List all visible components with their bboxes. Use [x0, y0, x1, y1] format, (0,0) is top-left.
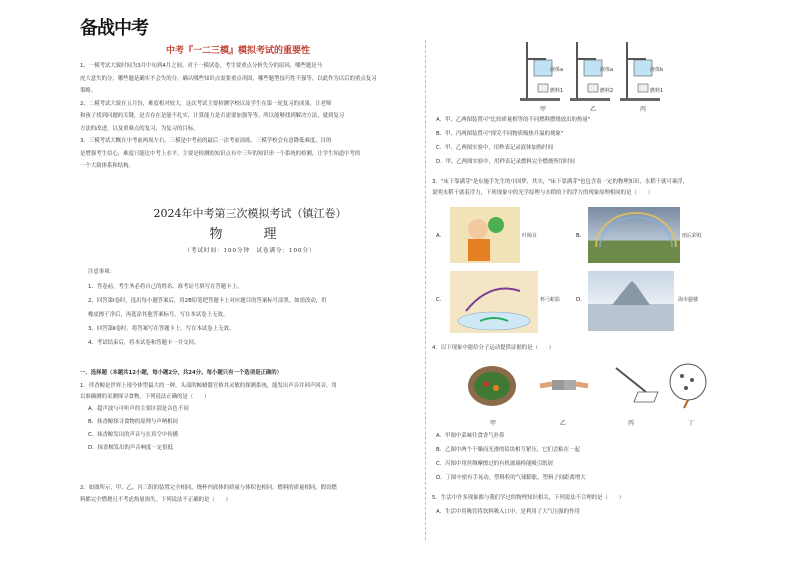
option-line: A．生活中用吸管将饮料吸入口中，是利用了大气压强的作用 [436, 509, 580, 515]
q3-option-d: D． [576, 297, 586, 303]
question-line: 以准确测的采测探寻食物，下列说法正确的是（ ） [80, 394, 210, 400]
q4-image-bing [610, 362, 662, 408]
intro-line: 策略。 [80, 88, 97, 94]
note-line: 1、答卷前，考生务必将自己的姓名、准考证号填写在答题卡上。 [88, 284, 243, 290]
fig-label-fuel-2: 燃料2 [600, 88, 614, 94]
right-column [432, 0, 732, 562]
option-line: A．甲图中菜味往食香气扑鼻 [436, 433, 505, 439]
question-5: 5．生活中许多现象都与我们学过的物理知识相关，下列说法不合理的是（ ） [432, 495, 625, 501]
fig-caption-bing: 丙 [640, 106, 647, 113]
q3-image-b [588, 207, 680, 263]
left-column [80, 0, 420, 562]
intro-line: 和孩子找到问题的关键，是否存在是能不扎实，计算能力是否需要加强等等。所以能够找到解决方法，就到复习 [80, 113, 345, 119]
q4-image-yi [538, 368, 590, 404]
q3-label-a: 叶障目 [522, 233, 538, 239]
q4-caption-bing: 丙 [628, 420, 635, 427]
q3-option-c: C． [436, 297, 446, 303]
fig-label-fuel-1b: 燃料1 [650, 88, 664, 94]
q3-image-c [450, 271, 538, 333]
logo-text: 备战中考 [80, 18, 148, 39]
option-line: D．丁图中密有手晃动，塑料粒的气球膨胀，塑料子间距离增大 [436, 475, 586, 481]
option-line: D．甲、乙两图实验中，用秒表记录燃料完全燃烧所用时间 [436, 159, 575, 165]
q3-label-d: 海市蜃楼 [678, 297, 699, 303]
section-heading: 一、选择题（本题共12小题，每小题2分，共24分。每小题只有一个选项是正确的） [80, 370, 283, 376]
note-line: 3、回答第Ⅱ卷时，将答案写在答题卡上。写在本试卷上无效。 [88, 326, 235, 332]
intro-line: 虎大意失的分，哪些题是确实不会失的分，确认哪些知识点需要重点巩固，哪些题型技巧性不强等，以此作为以后的重点复习 [80, 75, 377, 82]
option-line: D．抹香鲸发出的声音响度一定很低 [88, 445, 174, 451]
q4-caption-ding: 丁 [688, 420, 695, 427]
intro-line: 3、三模考试大概在中考前两周左右，三模是中考前的最后一次考前演练。三模学校会有意降低难度，目的 [80, 138, 332, 144]
intro-line: 方法的改进，以及重难点的复习，为复习的目标。 [80, 125, 199, 132]
intro-line: 是增强考生信心，难度只能比中考上水平，主要是检测的知识点有中三年的知识串一个系统的检测，让学生知道中考的 [80, 150, 361, 157]
question-4: 4．以下现象中能给分子运动提供证据的是（ ） [432, 345, 555, 351]
note-line: 2、回答第Ⅰ卷时，选出每小题答案后，用2B铅笔把答题卡上对应题目的答案标号涂黑。如需改动，用 [88, 298, 327, 304]
fig-label-liquid-b: 液体b [650, 67, 664, 73]
option-line: C．抹香鲸发出的声音与在真空中传播 [88, 432, 179, 438]
option-line: C．丙图中用丝绸摩擦过的有机玻璃棒能吸引纸屑 [436, 461, 553, 467]
question-line: 料都完全燃烧且不考虑热量损失。下列说法不正确的是（ ） [80, 497, 231, 503]
banner-title: 中考『一二三模』模拟考试的重要性 [166, 46, 311, 56]
q3-label-b: 雨后彩虹 [682, 233, 703, 239]
intro-line: 1、一模考试大致时间为3月中旬到4月之间。对于一模试卷，考生要重点分析失分的原因，哪些题是马 [80, 63, 323, 69]
question-line: 说明水稻干就着浮力，下列现象中的光学原理与水稻的下的浮力的现象原理相同的是（ ） [432, 190, 654, 196]
note-line: 橡皮擦干净后，再选涂其他答案标号。写在本试卷上无效。 [88, 312, 229, 318]
q3-option-a: A． [436, 233, 446, 239]
option-line: B．抹香鲸探寻食物的原理与声呐相同 [88, 419, 178, 425]
q4-caption-yi: 乙 [560, 420, 567, 427]
q4-caption-jia: 甲 [490, 420, 497, 427]
option-line: C．甲、乙两图实验中，用秒表记录液体加热时间 [436, 145, 553, 151]
option-line: B．甲、丙两图装置可"探究不同物质吸热升温的现象" [436, 131, 564, 137]
option-line: B．乙图中两个干燥而光滑的铅块相互紧压，它们会粘在一起 [436, 447, 580, 453]
fig-label-liquid-a-1: 液体a [550, 67, 564, 73]
exam-title: 2024年中考第三次模拟考试（镇江卷） [153, 207, 347, 220]
option-line: A．超声波与可听声的主要区别是音色不同 [88, 406, 189, 412]
apparatus-figure [520, 40, 670, 106]
subject-title: 物 理 [209, 227, 291, 242]
note-line: 4、考试结束后，将本试卷和答题卡一并交回。 [88, 340, 200, 346]
q4-image-jia [466, 358, 518, 410]
fig-caption-yi: 乙 [590, 106, 597, 113]
option-line: A．甲、乙两图装置可"比较质量相等的不同燃料燃烧放出的热量" [436, 117, 591, 123]
fig-caption-jia: 甲 [540, 106, 547, 113]
q3-image-d [588, 271, 674, 331]
q4-image-ding [662, 360, 714, 410]
fig-label-liquid-a-2: 液体a [600, 67, 614, 73]
intro-line: 一个大致体系和结构。 [80, 163, 134, 169]
question-line: 3．"床下靠满芽"是东施手先生的中国梦，其实，"床下靠满芽"也包含着一定的物理知识，水稻干就可乘浮， [432, 179, 688, 185]
fig-label-fuel-1: 燃料1 [550, 88, 564, 94]
exam-meta: （考试时间：100分钟 试卷满分：100分） [184, 248, 316, 254]
q3-label-c: 杯弓蛇影 [540, 297, 561, 303]
question-line: 2．如图所示，甲、乙、丙三组的装置完全相同，烧杯内液体的质量与体积也相同，燃料的质量相同，假设燃 [80, 485, 337, 491]
q3-image-a [450, 207, 520, 263]
column-divider [425, 40, 426, 540]
intro-line: 2、二模考试大致在五月份，难度相对较大。这次考试主要检测学校以及学生在第一轮复习的成果，让老师 [80, 100, 332, 107]
question-line: 1．伴香鲸是世界上现今体型最大的一种，头部的鲸蜡器官格其灵敏的探测系统，能发出声音并回声回音，用 [80, 383, 337, 389]
notes-title: 注意事项： [88, 269, 115, 275]
q3-option-b: B． [576, 233, 586, 239]
